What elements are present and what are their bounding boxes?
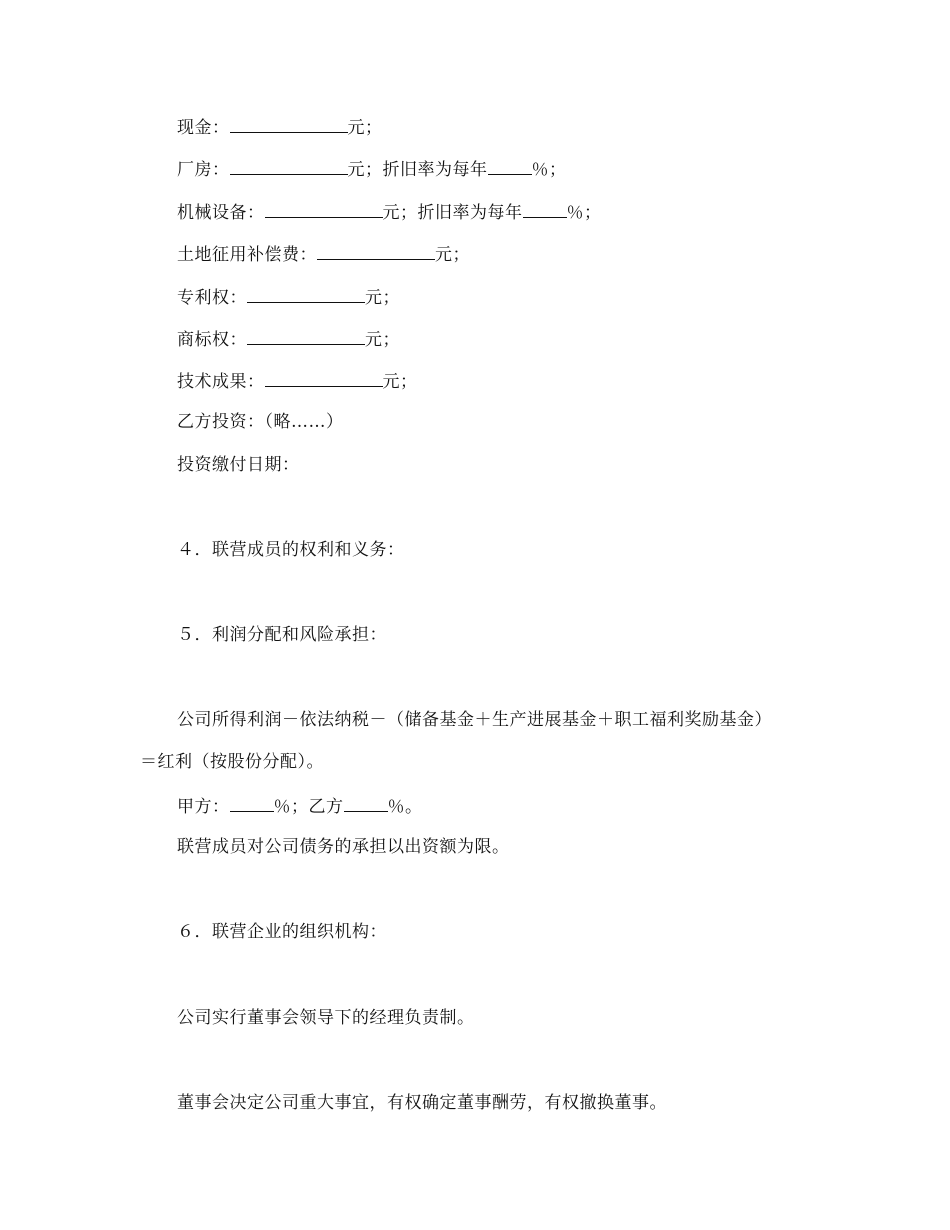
item-factory	[177, 156, 567, 182]
item-unit: 元；	[435, 245, 470, 265]
party-b-investment: 乙方投资：（略……）	[177, 412, 344, 432]
item-rate-unit: ％；	[531, 160, 567, 180]
item-cash	[177, 114, 383, 140]
item-land-compensation	[177, 241, 470, 267]
blank-field	[247, 326, 365, 345]
blank-field	[523, 199, 567, 218]
item-label: 现金：	[177, 118, 230, 138]
section-heading-5: ５．利润分配和风险承担：	[177, 625, 387, 645]
item-unit: 元；	[365, 330, 400, 350]
item-unit: 元；折旧率为每年	[382, 203, 523, 223]
item-technology	[177, 368, 418, 394]
item-unit: 元；折旧率为每年	[347, 160, 488, 180]
profit-share	[177, 793, 423, 819]
item-trademark	[177, 326, 400, 352]
item-machinery	[177, 199, 602, 225]
org-paragraph-1: 公司实行董事会领导下的经理负责制。	[177, 1008, 475, 1028]
item-unit: 元；	[365, 288, 400, 308]
item-unit: 元；	[382, 372, 418, 392]
profit-formula-line1: 公司所得利润－依法纳税－（储备基金＋生产进展基金＋职工福利奖励基金）	[177, 710, 772, 730]
item-unit: 元；	[347, 118, 383, 138]
item-label: 土地征用补偿费：	[177, 245, 317, 265]
item-label: 机械设备：	[177, 203, 265, 223]
party-a-label: 甲方：	[177, 797, 230, 817]
section-heading-6: ６．联营企业的组织机构：	[177, 922, 387, 942]
blank-field	[317, 241, 435, 260]
blank-field	[265, 368, 383, 387]
profit-formula-line2: ＝红利（按股份分配）。	[140, 752, 324, 772]
blank-field	[230, 793, 274, 812]
item-label: 技术成果：	[177, 372, 265, 392]
section-heading-4: ４．联营成员的权利和义务：	[177, 540, 405, 560]
payment-date: 投资缴付日期：	[177, 455, 300, 475]
percent-unit: ％。	[387, 797, 423, 817]
blank-field	[265, 199, 383, 218]
blank-field	[230, 156, 348, 175]
blank-field	[230, 114, 348, 133]
item-label: 厂房：	[177, 160, 230, 180]
item-label: 商标权：	[177, 330, 247, 350]
item-patent	[177, 284, 400, 310]
org-paragraph-2: 董事会决定公司重大事宜，有权确定董事酬劳，有权撤换董事。	[177, 1093, 667, 1113]
blank-field	[344, 793, 388, 812]
blank-field	[488, 156, 532, 175]
blank-field	[247, 284, 365, 303]
liability-text: 联营成员对公司债务的承担以出资额为限。	[177, 837, 510, 857]
party-b-label: ％；乙方	[273, 797, 344, 817]
item-label: 专利权：	[177, 288, 247, 308]
item-rate-unit: ％；	[566, 203, 602, 223]
